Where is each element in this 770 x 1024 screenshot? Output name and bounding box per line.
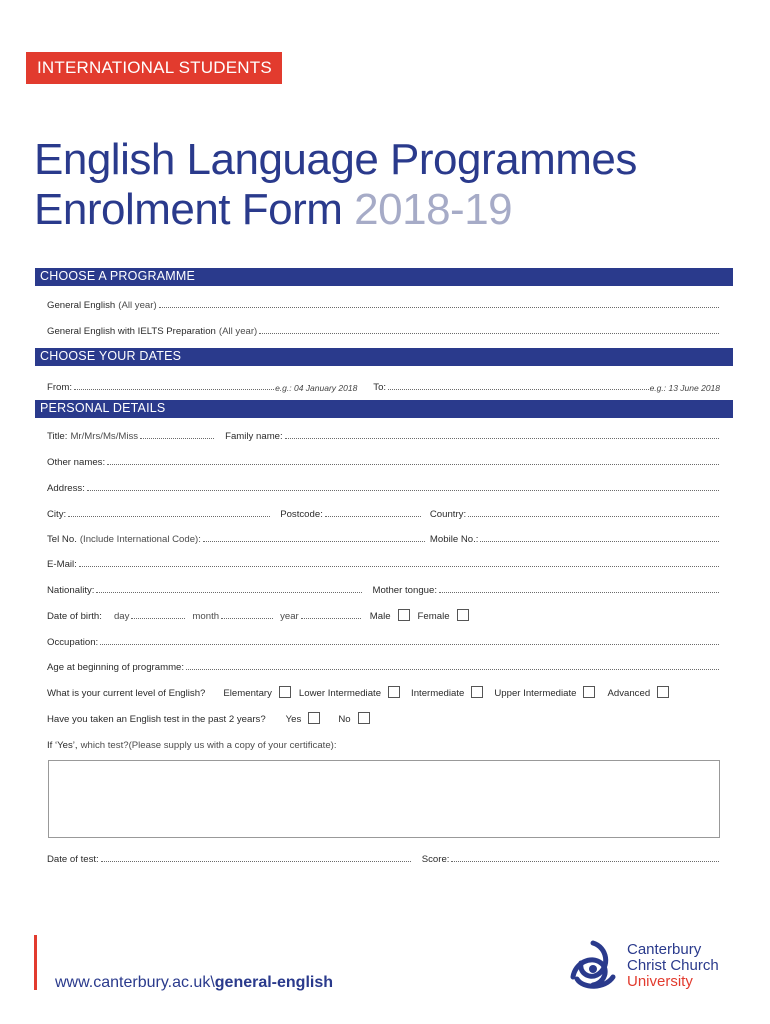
age-row xyxy=(47,657,720,673)
level-option-upper-intermediate[interactable] xyxy=(494,687,597,699)
ielts-note: (All year) xyxy=(218,326,258,337)
test-score-row xyxy=(47,849,720,865)
level-option-lower-intermediate[interactable] xyxy=(299,687,402,699)
dob-month-field[interactable] xyxy=(221,618,273,619)
family-name-label: Family name: xyxy=(225,431,283,442)
advanced-checkbox[interactable] xyxy=(657,686,669,698)
age-label: Age at beginning of programme: xyxy=(47,662,185,673)
dob-day-label: day xyxy=(113,611,130,622)
title-label: Title: xyxy=(47,431,68,442)
date-of-test-label: Date of test: xyxy=(47,854,99,865)
which-test-prefix: If ‘Yes’, xyxy=(47,740,78,751)
international-students-banner: INTERNATIONAL STUDENTS xyxy=(26,52,282,84)
logo-line-2: Christ Church xyxy=(627,957,719,974)
dob-day-field[interactable] xyxy=(131,618,185,619)
test-row xyxy=(47,709,720,725)
email-row xyxy=(47,554,720,570)
country-field[interactable] xyxy=(468,516,719,517)
test-details-textarea[interactable] xyxy=(48,760,720,838)
to-label: To: xyxy=(373,382,387,393)
no-checkbox[interactable] xyxy=(358,712,370,724)
score-field[interactable] xyxy=(451,861,719,862)
url-prefix: www.canterbury.ac.uk\ xyxy=(55,974,215,991)
programme-general-english-row[interactable] xyxy=(47,295,720,311)
test-yes-option[interactable] xyxy=(286,713,323,725)
mobile-label: Mobile No.: xyxy=(429,534,479,545)
nationality-row xyxy=(47,580,720,596)
age-field[interactable] xyxy=(186,669,719,670)
level-option-intermediate[interactable] xyxy=(411,687,485,699)
university-crest-icon xyxy=(565,937,621,993)
general-english-label: General English xyxy=(47,300,116,311)
title-form-name: Enrolment Form xyxy=(34,185,343,234)
female-option[interactable] xyxy=(418,610,471,622)
phone-row xyxy=(47,529,720,545)
occupation-row xyxy=(47,632,720,648)
from-label: From: xyxy=(47,382,73,393)
from-example: e.g.: 04 January 2018 xyxy=(275,383,358,393)
family-name-field[interactable] xyxy=(285,438,719,439)
university-logo xyxy=(565,935,745,995)
level-label: Elementary xyxy=(223,688,272,699)
general-english-note: (All year) xyxy=(118,300,157,311)
to-example: e.g.: 13 June 2018 xyxy=(649,383,720,393)
dob-year-field[interactable] xyxy=(301,618,361,619)
programme-ielts-row[interactable] xyxy=(47,321,720,337)
male-option[interactable] xyxy=(370,610,412,622)
level-option-elementary[interactable] xyxy=(223,687,293,699)
which-test-text: which test?(Please supply us with a copy of your certificate): xyxy=(80,740,337,751)
mobile-field[interactable] xyxy=(480,541,719,542)
no-label: No xyxy=(338,714,351,725)
nationality-label: Nationality: xyxy=(47,585,95,596)
section-header-dates: CHOOSE YOUR DATES xyxy=(35,348,733,366)
yes-checkbox[interactable] xyxy=(308,712,320,724)
dob-row xyxy=(47,606,720,622)
which-test-row xyxy=(47,735,720,751)
page-title xyxy=(34,135,637,235)
title-line-2 xyxy=(34,185,637,235)
title-options: Mr/Mrs/Ms/Miss xyxy=(70,431,139,442)
title-year: 2018-19 xyxy=(354,185,513,234)
mother-tongue-label: Mother tongue: xyxy=(372,585,438,596)
occupation-field[interactable] xyxy=(100,644,719,645)
level-option-advanced[interactable] xyxy=(607,687,671,699)
mother-tongue-field[interactable] xyxy=(439,592,719,593)
ielts-field[interactable] xyxy=(259,333,719,334)
from-date-field[interactable] xyxy=(74,389,274,390)
section-header-personal: PERSONAL DETAILS xyxy=(35,400,733,418)
title-field[interactable] xyxy=(140,438,214,439)
level-question: What is your current level of English? xyxy=(47,688,206,699)
test-no-option[interactable] xyxy=(338,713,371,725)
address-row xyxy=(47,478,720,494)
dates-row xyxy=(47,377,720,393)
to-date-field[interactable] xyxy=(388,389,648,390)
male-checkbox[interactable] xyxy=(398,609,410,621)
level-label: Lower Intermediate xyxy=(298,688,382,699)
male-label: Male xyxy=(369,611,391,622)
test-question: Have you taken an English test in the past 2 years? xyxy=(47,714,266,725)
yes-label: Yes xyxy=(285,714,302,725)
female-checkbox[interactable] xyxy=(457,609,469,621)
general-english-field[interactable] xyxy=(159,307,719,308)
female-label: Female xyxy=(417,611,450,622)
date-of-test-field[interactable] xyxy=(101,861,411,862)
upper-intermediate-checkbox[interactable] xyxy=(583,686,595,698)
address-field[interactable] xyxy=(87,490,719,491)
postcode-label: Postcode: xyxy=(280,509,323,520)
city-row xyxy=(47,504,720,520)
dob-year-label: year xyxy=(280,611,299,622)
address-label: Address: xyxy=(47,483,85,494)
tel-note: (Include International Code): xyxy=(79,534,201,545)
postcode-field[interactable] xyxy=(325,516,421,517)
elementary-checkbox[interactable] xyxy=(279,686,291,698)
name-row xyxy=(47,426,720,442)
country-label: Country: xyxy=(429,509,467,520)
city-label: City: xyxy=(47,509,67,520)
section-header-programme: CHOOSE A PROGRAMME xyxy=(35,268,733,286)
logo-line-1: Canterbury xyxy=(627,941,702,958)
ielts-label: General English with IELTS Preparation xyxy=(47,326,216,337)
university-name xyxy=(627,942,719,990)
url-bold: general-english xyxy=(214,974,334,991)
other-names-row xyxy=(47,452,720,468)
dob-label: Date of birth: xyxy=(47,611,102,622)
title-line-1: English Language Programmes xyxy=(34,135,637,184)
city-field[interactable] xyxy=(68,516,270,517)
other-names-field[interactable] xyxy=(107,464,719,465)
level-label: Intermediate xyxy=(411,688,465,699)
lower-intermediate-checkbox[interactable] xyxy=(388,686,400,698)
email-label: E-Mail: xyxy=(47,559,77,570)
footer-accent-bar xyxy=(34,935,37,990)
logo-line-3: University xyxy=(627,973,693,990)
level-label: Upper Intermediate xyxy=(494,688,577,699)
level-label: Advanced xyxy=(607,688,651,699)
dob-month-label: month xyxy=(192,611,220,622)
other-names-label: Other names: xyxy=(47,457,106,468)
intermediate-checkbox[interactable] xyxy=(471,686,483,698)
footer-url-link[interactable] xyxy=(55,974,333,992)
nationality-field[interactable] xyxy=(96,592,362,593)
tel-field[interactable] xyxy=(203,541,425,542)
tel-label: Tel No. xyxy=(47,534,77,545)
level-row xyxy=(47,683,720,699)
email-field[interactable] xyxy=(79,566,719,567)
occupation-label: Occupation: xyxy=(47,637,99,648)
score-label: Score: xyxy=(421,854,450,865)
